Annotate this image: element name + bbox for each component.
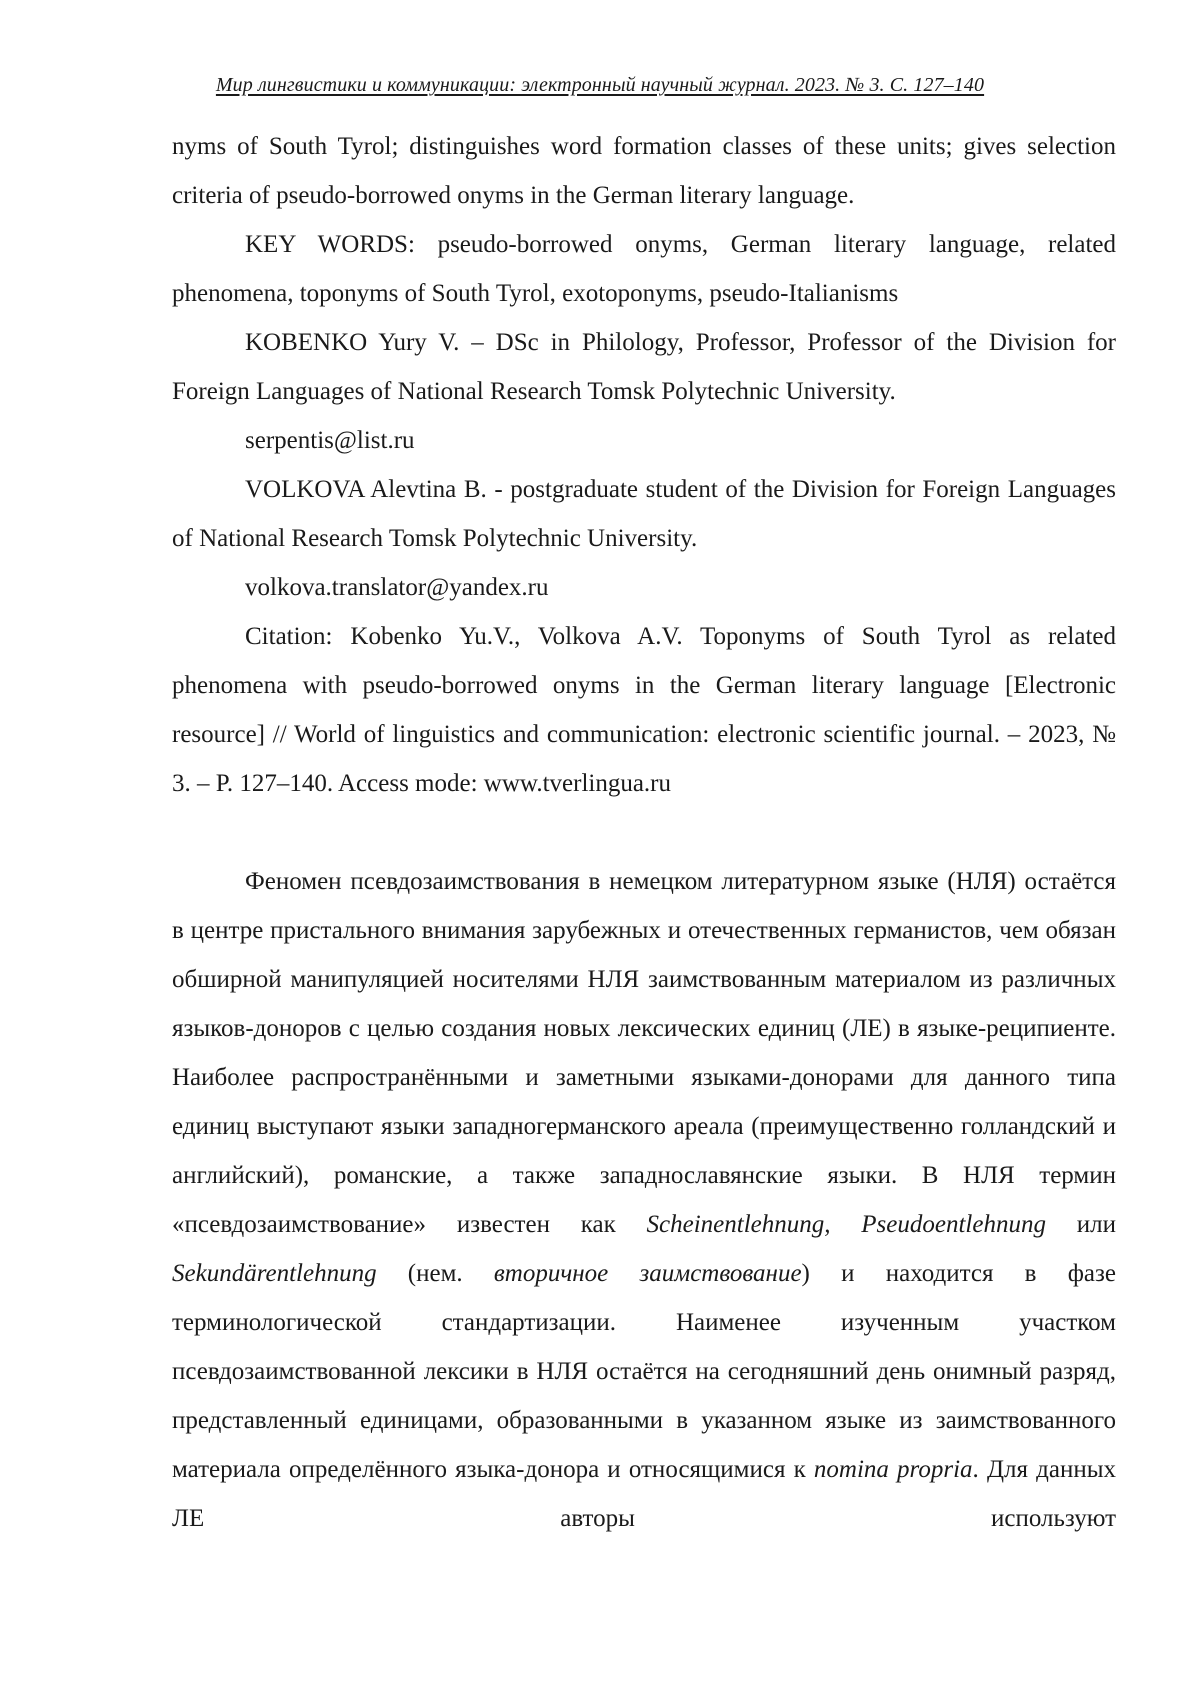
running-header: Мир лингвистики и коммуникации: электронный научный журнал. 2023. № 3. С. 127–140 [215,74,985,96]
main-text-part4: ) и находится в фазе терминологической стандартизации. Наименее изученным участком псевдозаимствованной лексики в НЛЯ остаётся на сегодняшний день онимный разряд, представленный единицами, образованными в указанном языке из заимствованного материала определённого языка-донора и относящимися к [172,1260,1116,1483]
author-kobenko [172,318,1116,465]
main-text-part2: или [1045,1211,1117,1238]
term-nomina-propria: nomina propria [813,1456,973,1483]
author-kobenko-email: serpentis@list.ru [245,427,415,454]
author-volkova-text: VOLKOVA Alevtina B. - postgraduate student of the Division for Foreign Languages of National Research Tomsk Polytechnic University. [172,476,1116,552]
main-text-part5: . Для данных ЛЕ авторы используют [172,1456,1116,1532]
main-paragraph [172,857,1116,1543]
author-kobenko-text: KOBENKO Yury V. – DSc in Philology, Professor, Professor of the Division for Foreign Languages of National Research Tomsk Polytechnic University. [172,329,1116,405]
main-text-part3: (нем. [376,1260,494,1287]
paragraph-gap [172,808,1116,857]
keywords-paragraph: KEY WORDS: pseudo-borrowed onyms, German literary language, related phenomena, toponyms of South Tyrol, exotoponyms, pseudo-Italianisms [172,231,1116,307]
citation-paragraph: Citation: Kobenko Yu.V., Volkova A.V. Toponyms of South Tyrol as related phenomena with pseudo-borrowed onyms in the German literary language [Electronic resource] // World of linguistics and communication: electronic scientific journal. – 2023, № 3. – P. 127–140. Access mode: www.tverlingua.ru [172,623,1116,797]
term-scheinentlehnung: Scheinentlehnung, Pseudoentlehnung [646,1211,1046,1238]
term-secondary-borrowing: вторичное заимствование [493,1260,802,1287]
term-sekundaerentlehnung: Sekundärentlehnung [172,1260,377,1287]
body-text [172,122,1116,1543]
author-volkova [172,465,1116,612]
abstract-continuation: nyms of South Tyrol; distinguishes word formation classes of these units; gives selection criteria of pseudo-borrowed onyms in the German literary language. [172,133,1116,209]
author-volkova-email: volkova.translator@yandex.ru [245,574,549,601]
main-text-part1: Феномен псевдозаимствования в немецком литературном языке (НЛЯ) остаётся в центре пристального внимания зарубежных и отечественных германистов, чем обязан обширной манипуляцией носителями НЛЯ заимствованным материалом из различных языков-доноров с целью создания новых лексических единиц (ЛЕ) в языке-реципиенте. Наиболее распространёнными и заметными языками-донорами для данного типа единиц выступают языки западногерманского ареала (преимущественно голландский и английский), романские, а также западнославянские языки. В НЛЯ термин «псевдозаимствование» известен как [172,868,1116,1238]
